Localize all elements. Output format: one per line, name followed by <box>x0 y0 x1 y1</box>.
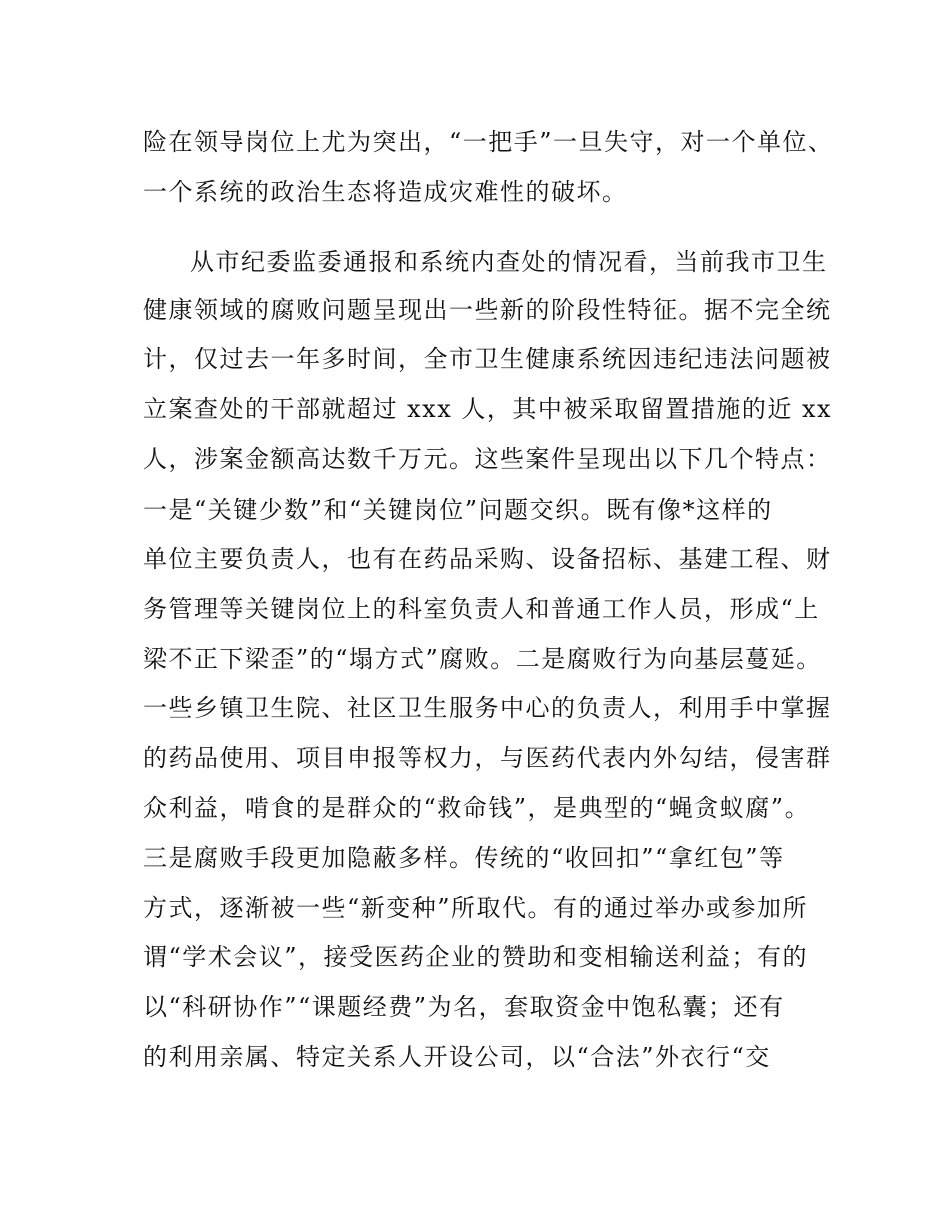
text-line-7: 人，涉案金额高达数千万元。这些案件呈现出以下几个特点： <box>143 445 832 473</box>
text-line-12: 一些乡镇卫生院、社区卫生服务中心的负责人，利用手中掌握 <box>143 694 832 722</box>
text-line-8: 一是“关键少数”和“关键岗位”问题交织。既有像*这样的 <box>143 496 773 524</box>
text-line-5: 计，仅过去一年多时间，全市卫生健康系统因违纪违法问题被 <box>143 345 832 373</box>
text-line-11: 梁不正下梁歪”的“塌方式”腐败。二是腐败行为向基层蔓延。 <box>143 645 822 673</box>
text-line-9: 单位主要负责人，也有在药品采购、设备招标、基建工程、财 <box>143 545 832 573</box>
text-line-10: 务管理等关键岗位上的科室负责人和普通工作人员，形成“上 <box>143 595 820 623</box>
text-line-19: 的利用亲属、特定关系人开设公司，以“合法”外衣行“交 <box>143 1043 771 1071</box>
text-line-15: 三是腐败手段更加隐蔽多样。传统的“收回扣”“拿红包”等 <box>143 844 785 872</box>
text-line-1: 险在领导岗位上尤为突出，“一把手”一旦失守，对一个单位、 <box>143 128 834 156</box>
text-line-14: 众利益，啃食的是群众的“救命钱”，是典型的“蝇贪蚁腐”。 <box>143 794 811 822</box>
text-line-3: 从市纪委监委通报和系统内查处的情况看，当前我市卫生 <box>190 248 828 276</box>
text-line-2: 一个系统的政治生态将造成灾难性的破坏。 <box>143 178 628 206</box>
text-line-18: 以“科研协作”“课题经费”为名，套取资金中饱私囊；还有 <box>143 993 785 1021</box>
text-line-13: 的药品使用、项目申报等权力，与医药代表内外勾结，侵害群 <box>143 744 832 772</box>
text-line-17: 谓“学术会议”，接受医药企业的赞助和变相输送利益；有的 <box>143 943 809 971</box>
text-line-6: 立案查处的干部就超过 xxx 人，其中被采取留置措施的近 xx <box>143 395 833 423</box>
text-line-4: 健康领域的腐败问题呈现出一些新的阶段性特征。据不完全统 <box>143 296 832 324</box>
text-line-16: 方式，逐渐被一些“新变种”所取代。有的通过举办或参加所 <box>143 894 809 922</box>
